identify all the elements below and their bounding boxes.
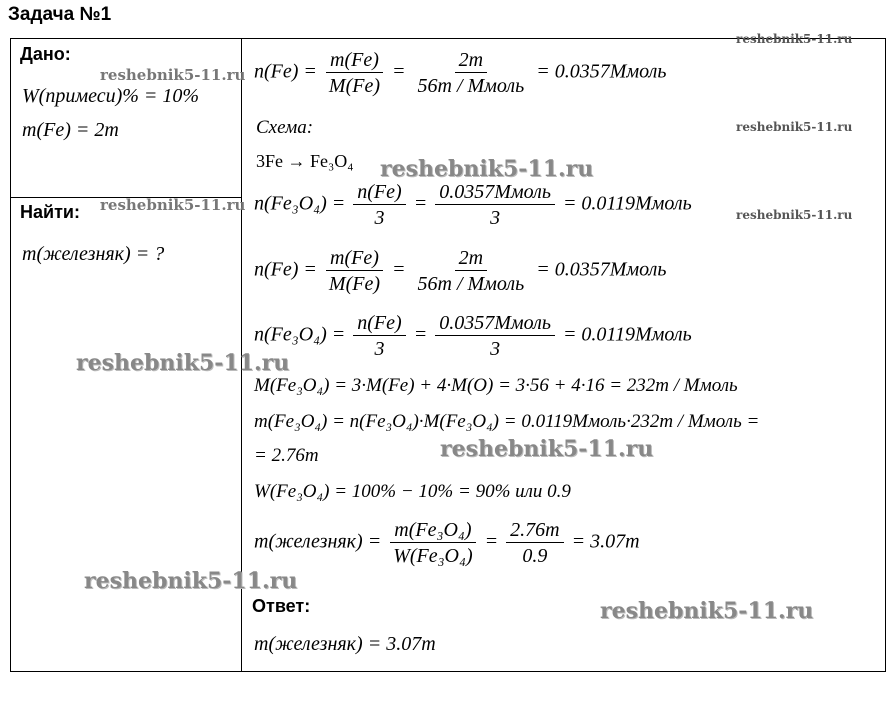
eq-mass-fe3o4: m(Fe₃O₄) = n(Fe₃O₄)·M(Fe₃O₄) = 0.0119Ммоль·232т / Ммоль = — [254, 411, 760, 432]
watermark: reshebnik5-11.ru — [736, 32, 853, 46]
answer-header: Ответ: — [252, 596, 311, 616]
eq-molar-mass: M(Fe₃O₄) = 3·M(Fe) + 4·M(O) = 3·56 + 4·16 = 232т / Ммоль — [254, 375, 738, 396]
answer-value: m(железняк) = 3.07т — [254, 633, 436, 655]
eq-n-fe3o4-1: n(Fe₃O₄) = $\frac{n(Fe)}{3}$ = $\frac{\text{0.0357Ммоль}}{3}$ = 0.0119Ммоль — [254, 181, 692, 229]
watermark: reshebnik5-11.ru — [100, 66, 246, 84]
given-impurity: W(примеси)% = 10% — [22, 85, 200, 107]
page-title: Задача №1 — [8, 4, 112, 25]
eq-n-fe-1: n(Fe) = $\frac{m(Fe)}{M(Fe)}$ = $\frac{2т}{\text{56т / Ммоль}}$ = 0.0357Ммоль — [254, 49, 667, 97]
eq-n-fe3o4-2: n(Fe₃O₄) = $\frac{n(Fe)}{3}$ = $\frac{\text{0.0357Ммоль}}{3}$ = 0.0119Ммоль — [254, 312, 692, 360]
watermark: reshebnik5-11.ru — [736, 208, 853, 222]
find-header: Найти: — [20, 202, 80, 222]
watermark: reshebnik5-11.ru — [736, 120, 853, 134]
reaction-scheme: 3Fe → Fe₃O₄ — [256, 151, 354, 171]
eq-n-fe-2: n(Fe) = $\frac{m(Fe)}{M(Fe)}$ = $\frac{2т}{\text{56т / Ммоль}}$ = 0.0357Ммоль — [254, 247, 667, 295]
scheme-label: Схема: — [256, 117, 314, 138]
watermark: reshebnik5-11.ru — [100, 196, 246, 214]
eq-mass-fe3o4-result: = 2.76т — [254, 445, 319, 466]
watermark: reshebnik5-11.ru — [76, 350, 290, 376]
eq-mass-ore: m(железняк) = $\frac{\text{m(Fe₃O₄)}}{\text{W(Fe₃O₄)}}$ = $\frac{2.76т}{0.9}$ = 3.07т — [254, 519, 640, 567]
find-target: m(железняк) = ? — [22, 243, 165, 265]
watermark: reshebnik5-11.ru — [380, 156, 594, 182]
watermark: reshebnik5-11.ru — [440, 436, 654, 462]
given-header: Дано: — [20, 44, 71, 64]
watermark: reshebnik5-11.ru — [84, 568, 298, 594]
eq-purity: W(Fe₃O₄) = 100% − 10% = 90% или 0.9 — [254, 481, 571, 502]
given-mass-fe: m(Fe) = 2т — [22, 119, 119, 141]
watermark: reshebnik5-11.ru — [600, 598, 814, 624]
